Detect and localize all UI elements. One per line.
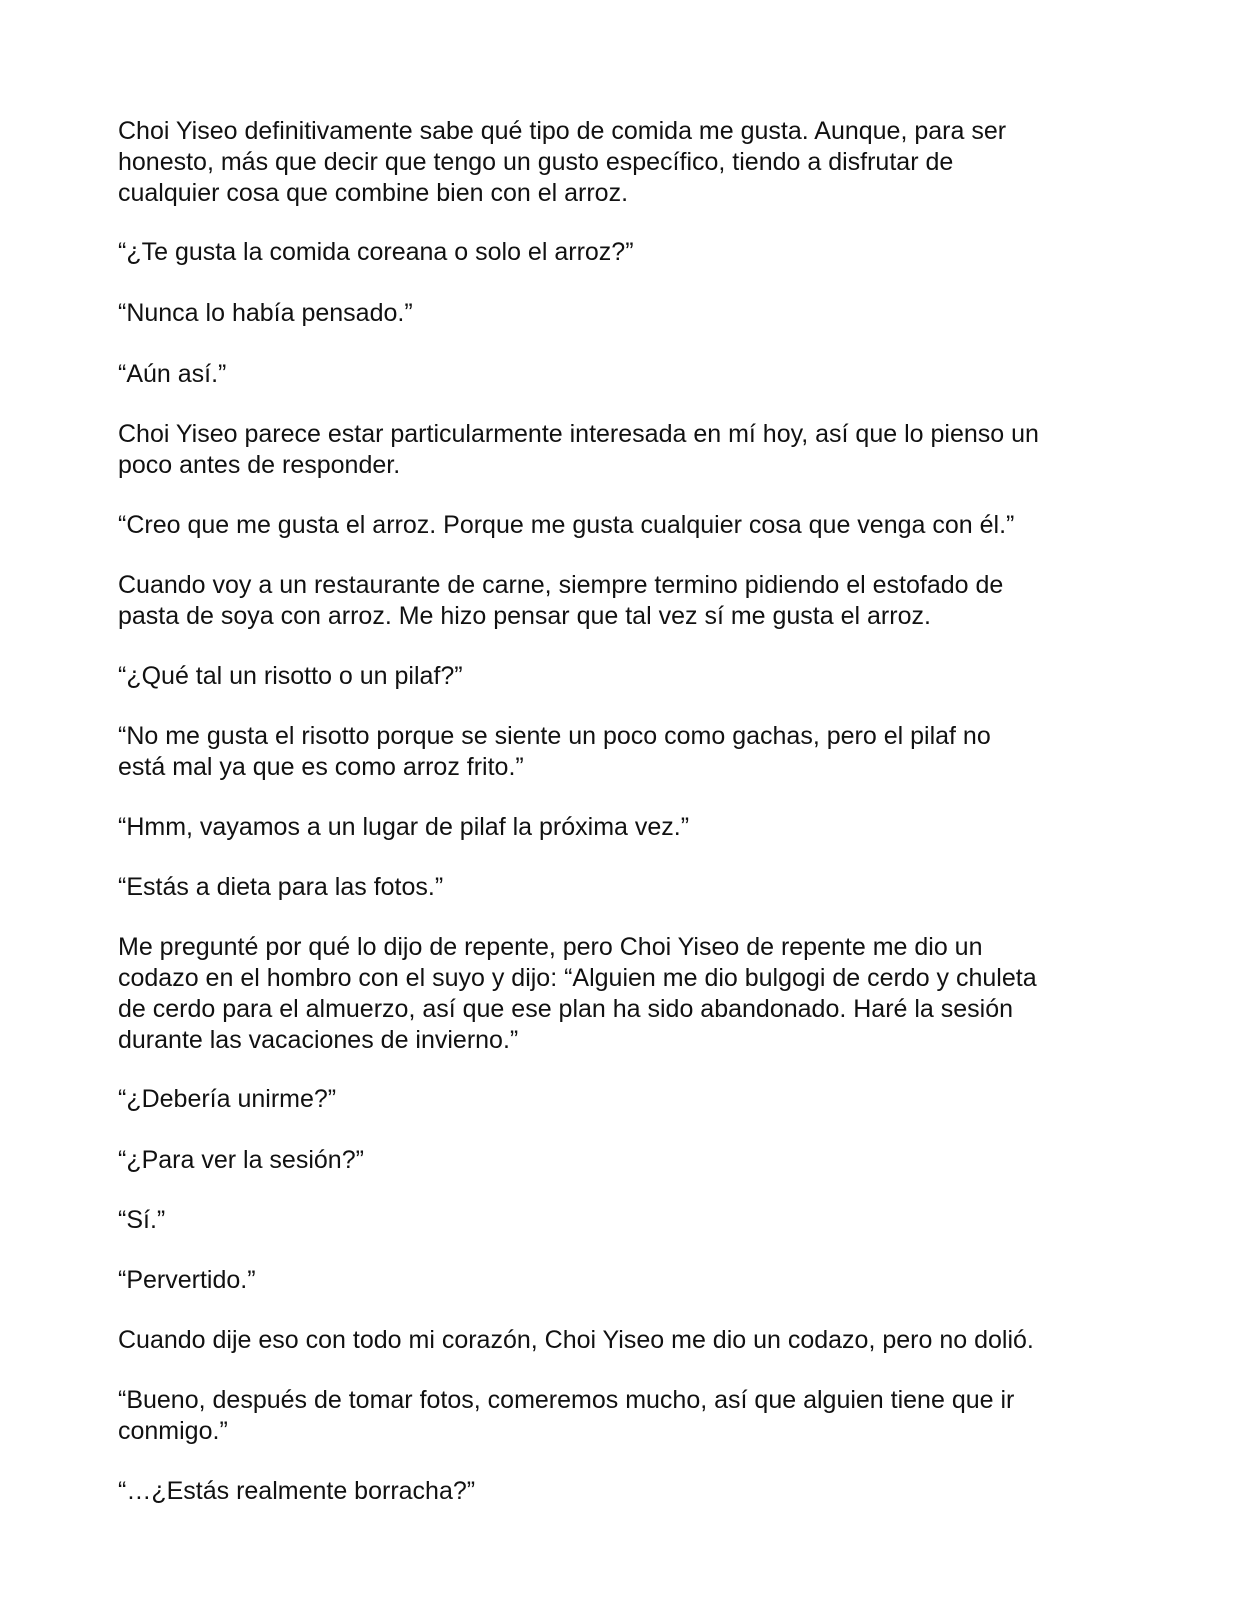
text-line: durante las vacaciones de invierno.” xyxy=(118,1026,519,1054)
paragraph xyxy=(118,1385,1128,1447)
text-line: “¿Te gusta la comida coreana o solo el arroz?” xyxy=(118,238,634,266)
paragraph xyxy=(118,872,1128,903)
text-line: poco antes de responder. xyxy=(118,451,401,479)
text-line: “Nunca lo había pensado.” xyxy=(118,299,413,327)
paragraph xyxy=(118,932,1128,1056)
paragraph xyxy=(118,1145,1128,1176)
text-line: codazo en el hombro con el suyo y dijo: “Alguien me dio bulgogi de cerdo y chuleta xyxy=(118,964,1037,992)
paragraph xyxy=(118,1084,1128,1115)
paragraph xyxy=(118,721,1128,783)
text-line: Choi Yiseo definitivamente sabe qué tipo de comida me gusta. Aunque, para ser xyxy=(118,117,1007,145)
text-line: honesto, más que decir que tengo un gusto específico, tiendo a disfrutar de xyxy=(118,148,954,176)
text-line: “No me gusta el risotto porque se siente un poco como gachas, pero el pilaf no xyxy=(118,722,991,750)
text-line: pasta de soya con arroz. Me hizo pensar que tal vez sí me gusta el arroz. xyxy=(118,602,931,630)
text-line: “…¿Estás realmente borracha?” xyxy=(118,1477,476,1505)
text-line: “Sí.” xyxy=(118,1206,166,1234)
text-line: “Pervertido.” xyxy=(118,1266,256,1294)
paragraph xyxy=(118,359,1128,390)
text-line: “Hmm, vayamos a un lugar de pilaf la próxima vez.” xyxy=(118,813,690,841)
text-line: Cuando dije eso con todo mi corazón, Choi Yiseo me dio un codazo, pero no dolió. xyxy=(118,1326,1034,1354)
paragraph xyxy=(118,1265,1128,1296)
paragraph xyxy=(118,116,1128,209)
text-line: Cuando voy a un restaurante de carne, siempre termino pidiendo el estofado de xyxy=(118,571,1004,599)
paragraph xyxy=(118,237,1128,268)
text-line: “Creo que me gusta el arroz. Porque me gusta cualquier cosa que venga con él.” xyxy=(118,511,1015,539)
paragraph xyxy=(118,298,1128,329)
text-line: Me pregunté por qué lo dijo de repente, pero Choi Yiseo de repente me dio un xyxy=(118,933,983,961)
text-line: “¿Qué tal un risotto o un pilaf?” xyxy=(118,662,463,690)
text-line: cualquier cosa que combine bien con el arroz. xyxy=(118,179,629,207)
paragraph xyxy=(118,1205,1128,1236)
text-line: “Bueno, después de tomar fotos, comeremos mucho, así que alguien tiene que ir xyxy=(118,1386,1015,1414)
text-line: “Aún así.” xyxy=(118,360,227,388)
text-line: conmigo.” xyxy=(118,1417,228,1445)
paragraph xyxy=(118,661,1128,692)
text-line: “¿Para ver la sesión?” xyxy=(118,1146,364,1174)
text-line: de cerdo para el almuerzo, así que ese plan ha sido abandonado. Haré la sesión xyxy=(118,995,1014,1023)
text-line: está mal ya que es como arroz frito.” xyxy=(118,753,524,781)
text-line: “Estás a dieta para las fotos.” xyxy=(118,873,444,901)
paragraph xyxy=(118,419,1128,481)
paragraph xyxy=(118,1476,1128,1507)
paragraph xyxy=(118,1325,1128,1356)
text-line: “¿Debería unirme?” xyxy=(118,1085,337,1113)
paragraph xyxy=(118,812,1128,843)
text-line: Choi Yiseo parece estar particularmente interesada en mí hoy, así que lo pienso un xyxy=(118,420,1039,448)
paragraph xyxy=(118,570,1128,632)
paragraph xyxy=(118,510,1128,541)
